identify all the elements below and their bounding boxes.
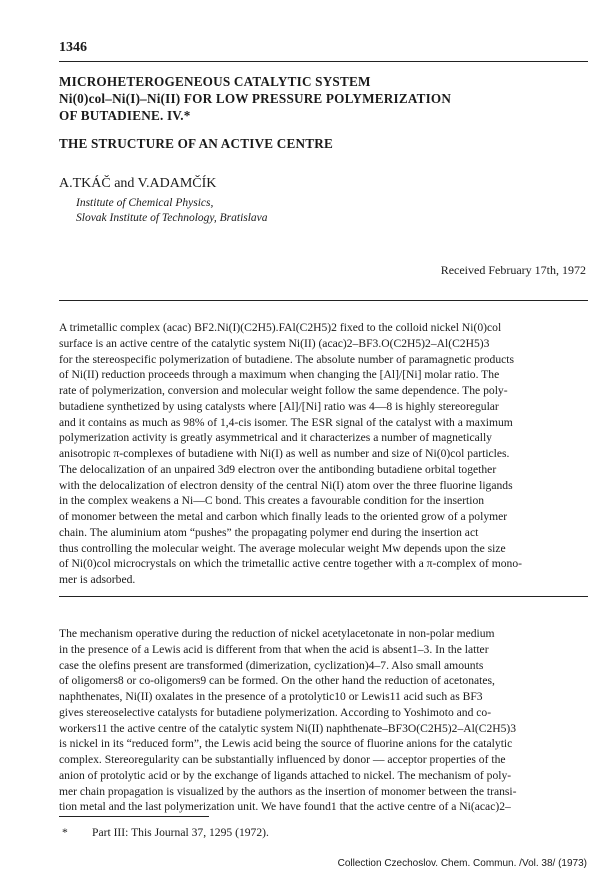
body-line: The mechanism operative during the reduction of nickel acetylacetonate in non-polar medium <box>59 627 495 640</box>
abstract-line: in the complex weakens a Ni—C bond. This creates a favourable condition for the insertion <box>59 494 485 508</box>
body-line: in the presence of a Lewis acid is different from that when the acid is absent1–3. In the latter <box>59 642 489 656</box>
footnote <box>62 826 269 839</box>
title-line: Ni(0)col–Ni(I)–Ni(II) FOR LOW PRESSURE POLYMERIZATION <box>59 91 452 106</box>
abstract-line: rate of polymerization, conversion and molecular weight follow the same dependence. The poly- <box>59 384 508 397</box>
body-line: is nickel in its “reduced form”, the Lewis acid being the source of fluorine anions for the catalytic <box>59 737 513 751</box>
abstract-line: of monomer between the metal and carbon which finally leads to the oriented grow of a polymer <box>59 510 508 523</box>
body-line: naphthenates, Ni(II) oxalates in the presence of a protolytic10 or Lewis11 acid such as BF3 <box>59 690 483 703</box>
abstract-line: anisotropic π-complexes of butadiene with Ni(I) as well as number and size of Ni(0)col particles. <box>59 447 510 460</box>
body-text <box>59 626 588 815</box>
abstract-top-rule <box>59 300 588 301</box>
authors: A.TKÁČ and V.ADAMČÍK <box>59 176 217 191</box>
abstract-bottom-rule <box>59 596 588 597</box>
affiliation-line: Slovak Institute of Technology, Bratislava <box>76 212 268 224</box>
title-line: MICROHETEROGENEOUS CATALYTIC SYSTEM <box>59 74 371 89</box>
body-line: gives stereoselective catalysts for butadiene polymerization. According to Yoshimoto and co- <box>59 705 492 719</box>
abstract-line: The delocalization of an unpaired 3d9 electron over the antibonding butadiene orbital together <box>59 462 497 476</box>
abstract-line: of Ni(0)col microcrystals on which the trimetallic active centre together with a π-complex of mono- <box>59 557 523 571</box>
body-line: of oligomers8 or co-oligomers9 can be formed. On the other hand the reduction of acetonates, <box>59 674 495 688</box>
title-line: OF BUTADIENE. IV.* <box>59 108 191 123</box>
article-title <box>59 73 579 124</box>
body-line: mer chain propagation is visualized by the authors as the insertion of monomer between the transi- <box>59 784 517 798</box>
received-date: Received February 17th, 1972 <box>440 263 586 277</box>
abstract-line: with the delocalization of electron density of the central Ni(I) atom over the three fluorine ligands <box>59 478 513 492</box>
abstract-line: polymerization activity is greatly asymmetrical and it characterizes a number of magnetically <box>59 431 492 445</box>
affiliation-line: Institute of Chemical Physics, <box>76 197 214 209</box>
body-line: anion of protolytic acid or by the exchange of ligands attached to nickel. The mechanism of poly- <box>59 768 512 782</box>
abstract-line: thus controlling the molecular weight. The average molecular weight Mw depends upon the size <box>59 541 506 555</box>
footnote-marker: * <box>62 826 68 839</box>
abstract-line: surface is an active centre of the catalytic system Ni(II) (acac)2–BF3.O(C2H5)2–Al(C2H5)3 <box>59 336 490 350</box>
body-line: tion metal and the last polymerization unit. We have found1 that the active centre of a Ni(acac)2– <box>59 800 511 814</box>
body-line: case the olefins present are transformed (dimerization, cyclization)4–7. Also small amounts <box>59 658 484 672</box>
article-subtitle: THE STRUCTURE OF AN ACTIVE CENTRE <box>59 136 333 151</box>
header-rule <box>59 61 588 62</box>
footnote-text: Part III: This Journal 37, 1295 (1972). <box>92 826 269 839</box>
abstract-line: butadiene synthetized by using catalysts where [Al]/[Ni] ratio was 4—8 is highly stereoregular <box>59 399 499 413</box>
page-number: 1346 <box>59 40 87 55</box>
footnote-rule <box>59 816 209 817</box>
abstract-line: and it contains as much as 98% of 1,4-cis isomer. The ESR signal of the catalyst with a maximum <box>59 415 513 429</box>
abstract-line: for the stereospecific polymerization of butadiene. The absolute number of paramagnetic products <box>59 352 514 366</box>
abstract-line: mer is adsorbed. <box>59 573 136 586</box>
abstract <box>59 320 588 588</box>
body-line: complex. Stereoregularity can be substantially influenced by donor — acceptor properties of the <box>59 753 506 766</box>
abstract-line: A trimetallic complex (acac) BF2.Ni(I)(C2H5).FAl(C2H5)2 fixed to the colloid nickel Ni(0)col <box>59 321 502 334</box>
abstract-line: chain. The aluminium atom “pushes” the propagating polymer end during the insertion act <box>59 525 479 539</box>
abstract-line: of Ni(II) reduction proceeds through a maximum when changing the [Al]/[Ni] molar ratio. The <box>59 368 500 382</box>
body-line: workers11 the active centre of the catalytic system Ni(II) naphthenate–BF3O(C2H5)2–Al(C2H5)3 <box>59 721 517 735</box>
journal-footer: Collection Czechoslov. Chem. Commun. /Vol. 38/ (1973) <box>337 858 587 869</box>
affiliation <box>76 196 268 226</box>
